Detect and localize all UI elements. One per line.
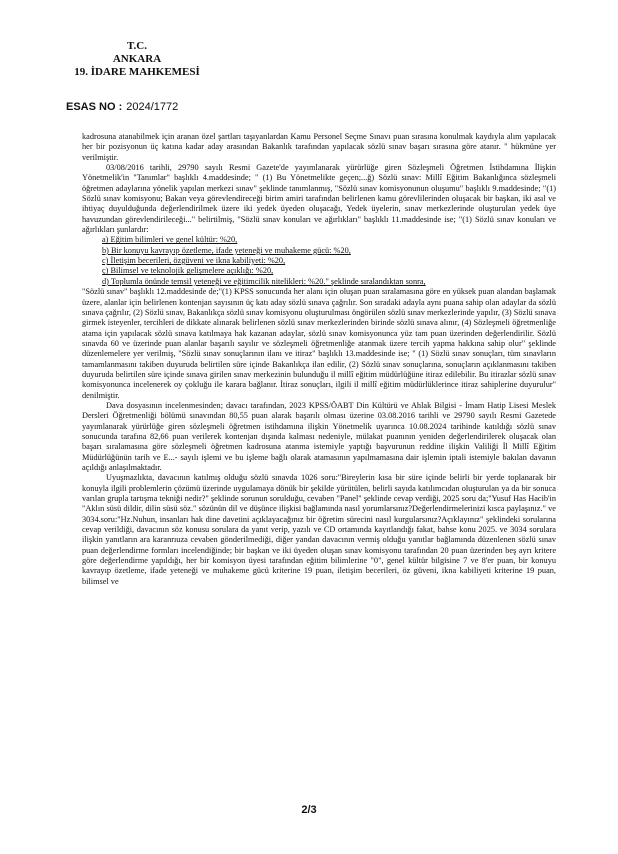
header-line-court: 19. İDARE MAHKEMESİ [74, 66, 200, 78]
page-number: 2/3 [301, 804, 317, 816]
paragraph: Uyuşmazlıkta, davacının katılmış olduğu sözlü sınavda 1026 soru:"Bireylerin kısa bir süre içinde belirli bir yerde toplanarak bir konuyla ilgili problemlerin çözümü üzerinde uygulamaya dönük bir şekilde yürütülen, belirli sayıda katılımcıdan oluşturulan ya da bir sonuca varılan grupla tartışma tekniği nedir?" şeklinde sorunun sorulduğu, cevaben "Panel" şeklinde cevap verdiği, 2025 soru da;"Yusuf Has Hacib'in "Aklın süsü dildir, dilin süsü söz." sözünün dil ve düşünce ilişkisi bağlamında nasıl yorumlarsınız?Değerlendirmelerinizi kısca paylaşınız." ve 3034.soru:"Hz.Nuhun, insanları hak dine davetini açıklayacağınız bir öğretim sürecini nasıl kurgularsınız?Açıklayınız" şeklindeki sorularına cevap verildiği, davacının söz konusu sorulara da yanıt verip, yazılı ve CD ortamında kayıtlandığı fakat, bahse konu 2025. ve 3034 sorulara ilişkin yanıtların ara karanrıuza cevaben gönderilmediği, diğer yandan davacının vermiş olduğu yanıtlar bağlamında düzenlenen sözlü sınav puan değerlendirme formları incelendiğinde; bir başkan ve iki üyeden oluşan sınav komisyonu tarafından 20 puan üzerinden beş ayrı kritere göre değerlendirme yapıldığı, her bir komisyon üyesi tarafından eğitim bilimlerine "0", genel kültür bilgisine 7 ve 8'er puan, bir konuyu kavrayıp özetleme, ifade yeteneği ve muhakeme gücü kriterine 19 puan, iletişim becerileri, öz güveni, ikna kabiliyeti kriterine 19 puan, bilimsel ve [82, 473, 556, 586]
list-item: ç) Bilimsel ve teknolojik gelişmelere açıklığı: %20, [102, 266, 274, 276]
paragraph: kadrosuna atanabilmek için aranan özel şartları taşıyanlardan Kamu Personel Seçme Sınavı puan sırasına konulmak kaydıyla alım yapılacak her bir pozisyonun üç katına kadar aday arasından Bakanlık tarafından yapılacak sözlü sınav başarı sırasına göre atanır. " hükmüne yer verilmiştir. [82, 132, 556, 162]
list-item: c) İletişim becerileri, özgüveni ve ikna kabiliyeti: %20, [102, 256, 286, 266]
paragraph: Dava dosyasının incelenmesinden; davacı tarafından, 2023 KPSS/ÖABT Din Kültürü ve Ahlak Bilgisi - İmam Hatip Lisesi Meslek Dersleri Öğretmenliği bölümü sınavından 80,55 puan alarak başarılı olması üzerine 03.08.2016 tarihli ve 29790 sayılı Resmi Gazetede yayımlanarak yürürlüğe giren sözleşmeli öğretmen istihdamına ilişkin Yönetmelik uyarınca 10.08.2024 tarihinde katıldığı sözlü sınav sonucunda tarafına 82,66 puan verilerek kontenjan dışında kalması nedeniyle, mülakat puanının yeniden değerlendirilerek oluşacak olan başarı sıralamasına göre sözleşmeli öğretmen kadrosuna atanma istemiyle yaptığı başvurunun reddine ilişkin Valiliği İl Millî Eğitim Müdürlüğünün tarih ve E...- sayılı işlemi ve bu işleme bağlı olarak atamasının yapılmamasına dair işlemin iptali istemiyle bakılan davanın açıldığı anlaşılmaktadır. [82, 400, 556, 472]
paragraph: "Sözlü sınav" başlıklı 12.maddesinde de;"(1) KPSS sonucunda her alanı için oluşan puan sıralamasına göre en yüksek puan alandan başlamak üzere, alanlar için belirlenen kontenjan sayısının üç katı aday sözlü sınava çağrılır. Son sıradaki adayla aynı puana sahip olan adaylar da sözlü sınava çağrılır, (2) Sözlü sınav, Bakanlıkça sözlü sınav komisyonu oluşturulması öngörülen sözlü sınav merkezlerinde yapılır, (3) Sözlü sınava girmek isteyenler, tercihleri de dikkate alınarak belirlenen sözlü sınav merkezlerinden birinde sözlü sınava alınır, (4) Sözleşmeli öğretmenliğe atama için yapılacak sözlü sınava katılmaya hak kazanan adaylar, sözlü sınav komisyonunca yüz tam puan üzerinden değerlendirilir. Sözlü sınavda 60 ve üzerinde puan alanlar başarılı sayılır ve sözleşmeli öğretmenliğe atanmak üzere tercih yapma hakkına sahip olur" şeklinde düzenlemelere yer verilmiş, "Sözlü sınav sonuçlarının ilanı ve itiraz" başlıklı 13.maddesinde ise; " (1) Sözlü sınav sonuçları, tüm sınavların tamamlanmasını takiben duyuruda belirtilen süre içinde Bakanlıkça ilan edilir, (2) Sözlü sınav sonuçlarına, sonuçların açıklanmasını takiben duyuruda belirtilen süre içinde sınava girilen sınav merkezinin bulunduğu il millî eğitim müdürlüğüne itiraz edilebilir. Bu itirazlar sözlü sınav komisyonunca incelenerek oy çokluğu ile karara bağlanır. İtiraz sonuçları, ilgili il millî eğitim müdürlüklerince itiraz sahiplerine duyurulur" denilmiştir. [82, 287, 556, 400]
list-item: b) Bir konuyu kavrayıp özetleme, ifade yeteneği ve muhakeme gücü: %20, [102, 245, 351, 255]
paragraph: 03/08/2016 tarihli, 29790 sayılı Resmi Gazete'de yayımlanarak yürürlüğe giren Sözleşmeli Öğretmen İstihdamına İlişkin Yönetmelik'in "Tanımlar" başlıklı 4.maddesinde; " (1) Bu Yönetmelikte geçen;...ğ) Sözlü sınav: Millî Eğitim Bakanlığınca sözleşmeli öğretmen adaylarına yönelik yapılan merkezi sınav" şeklinde tanımlanmış, "Sözlü sınav komisyonunun oluşumu" başlıklı 9.maddesinde; "(1) Sözlü sınav komisyonu; Bakan veya görevlendireceği birim amiri tarafından belirlenen kamu görevlilerinden oluşacak bir başkan, iki asıl ve ihtiyaç duyulduğunda değerlendirilmek üzere iki yedek üyeden oluşacağı, Yedek üyelerin, sınav merkezlerinde oluşturulan yedek üye havuzundan görevlendirileceği..." belirtilmiş, "Sözlü sınav konuları ve ağırlıkları" başlıklı 11.maddesinde ise; "(1) Sözlü sınav konuları ve ağırlıkları şunlardır: [82, 163, 556, 235]
case-number-label: ESAS NO : [66, 101, 123, 113]
list-item: d) Toplumla önünde temsil yeteneği ve eğitimcilik nitelikleri: %20." şeklinde sıralandıktan sonra, [102, 276, 426, 286]
header-line-tc: T.C. [127, 40, 147, 52]
header-line-city: ANKARA [112, 53, 162, 65]
list-item: a) Eğitim bilimleri ve genel kültür: %20, [102, 235, 238, 245]
case-number [66, 101, 178, 113]
court-header [62, 40, 212, 79]
document-body [82, 132, 556, 587]
case-number-value: 2024/1772 [126, 101, 179, 113]
